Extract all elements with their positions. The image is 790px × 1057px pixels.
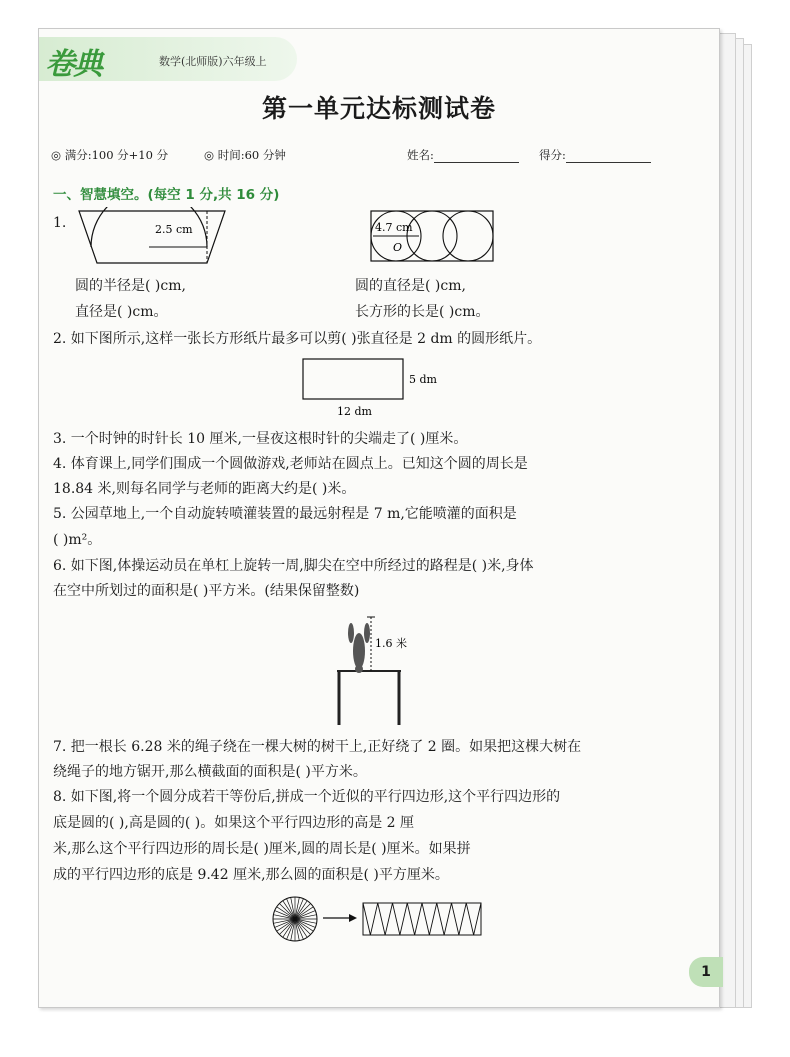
q8-line1: 8. 如下图,将一个圆分成若干等份后,拼成一个近似的平行四边形,这个平行四边形的 bbox=[53, 789, 561, 805]
q3-text: 3. 一个时钟的时针长 10 厘米,一昼夜这根时针的尖端走了( )厘米。 bbox=[53, 431, 468, 447]
q2-text: 2. 如下图所示,这样一张长方形纸片最多可以剪( )张直径是 2 dm 的圆形纸片。 bbox=[53, 331, 542, 347]
score-field[interactable] bbox=[539, 147, 651, 163]
q8-line3: 米,那么这个平行四边形的周长是( )厘米,圆的周长是( )厘米。如果拼 bbox=[53, 841, 471, 857]
score-label: 得分: bbox=[539, 148, 566, 162]
q8-line2: 底是圆的( ),高是圆的( )。如果这个平行四边形的高是 2 厘 bbox=[53, 815, 415, 831]
q4-line1: 4. 体育课上,同学们围成一个圆做游戏,老师站在圆点上。已知这个圆的周长是 bbox=[53, 456, 528, 472]
page-title: 第一单元达标测试卷 bbox=[261, 94, 496, 123]
q6-line1: 6. 如下图,体操运动员在单杠上旋转一周,脚尖在空中所经过的路程是( )米,身体 bbox=[53, 558, 534, 574]
subject-label: 数学(北师版)六年级上 bbox=[159, 55, 267, 68]
time-limit: ◎ 时间:60 分钟 bbox=[204, 148, 286, 162]
q1-b-line1: 圆的直径是( )cm, bbox=[355, 278, 466, 294]
page-number: 1 bbox=[689, 957, 723, 987]
name-field[interactable] bbox=[407, 147, 519, 163]
q5-line2: ( )m²。 bbox=[53, 532, 102, 548]
divided-circle bbox=[273, 897, 317, 941]
brand-logo: 卷典 bbox=[45, 47, 101, 82]
section-heading: 一、智慧填空。(每空 1 分,共 16 分) bbox=[53, 187, 280, 203]
q7-line1: 7. 把一根长 6.28 米的绳子绕在一棵大树的树干上,正好绕了 2 圈。如果把这棵大树在 bbox=[53, 739, 582, 755]
q1-a-line1: 圆的半径是( )cm, bbox=[75, 278, 186, 294]
q7-line2: 绕绳子的地方锯开,那么横截面的面积是( )平方米。 bbox=[53, 764, 367, 780]
worksheet-page bbox=[38, 28, 720, 1008]
q2-width-label: 12 dm bbox=[337, 405, 372, 418]
q1-number: 1. bbox=[53, 215, 67, 231]
q1-b-line2: 长方形的长是( )cm。 bbox=[355, 304, 490, 320]
page-stack-edge bbox=[718, 33, 736, 1008]
q6-line2: 在空中所划过的面积是( )平方米。(结果保留整数) bbox=[53, 583, 360, 599]
q1-fig-b-label: 4.7 cm bbox=[375, 221, 413, 234]
q6-fig-label: 1.6 米 bbox=[375, 637, 407, 650]
name-label: 姓名: bbox=[407, 148, 434, 162]
q1-figure-circles bbox=[369, 207, 499, 265]
q6-figure-gymnast bbox=[329, 613, 449, 729]
q1-figure-trapezoid bbox=[73, 207, 233, 267]
approx-parallelogram bbox=[363, 903, 481, 935]
q8-line4: 成的平行四边形的底是 9.42 厘米,那么圆的面积是( )平方厘米。 bbox=[53, 867, 449, 883]
q2-height-label: 5 dm bbox=[409, 373, 437, 386]
q8-figure-circle-to-parallelogram bbox=[271, 895, 487, 945]
q5-line1: 5. 公园草地上,一个自动旋转喷灌装置的最远射程是 7 m,它能喷灌的面积是 bbox=[53, 506, 517, 522]
q2-figure-rectangle bbox=[301, 357, 451, 419]
q1-fig-b-center: O bbox=[393, 241, 403, 254]
full-score: ◎ 满分:100 分+10 分 bbox=[51, 148, 169, 162]
q4-line2: 18.84 米,则每名同学与老师的距离大约是( )米。 bbox=[53, 481, 356, 497]
score-line bbox=[566, 152, 651, 163]
q1-fig-a-label: 2.5 cm bbox=[155, 223, 193, 236]
q1-a-line2: 直径是( )cm。 bbox=[75, 304, 168, 320]
name-line bbox=[434, 152, 519, 163]
